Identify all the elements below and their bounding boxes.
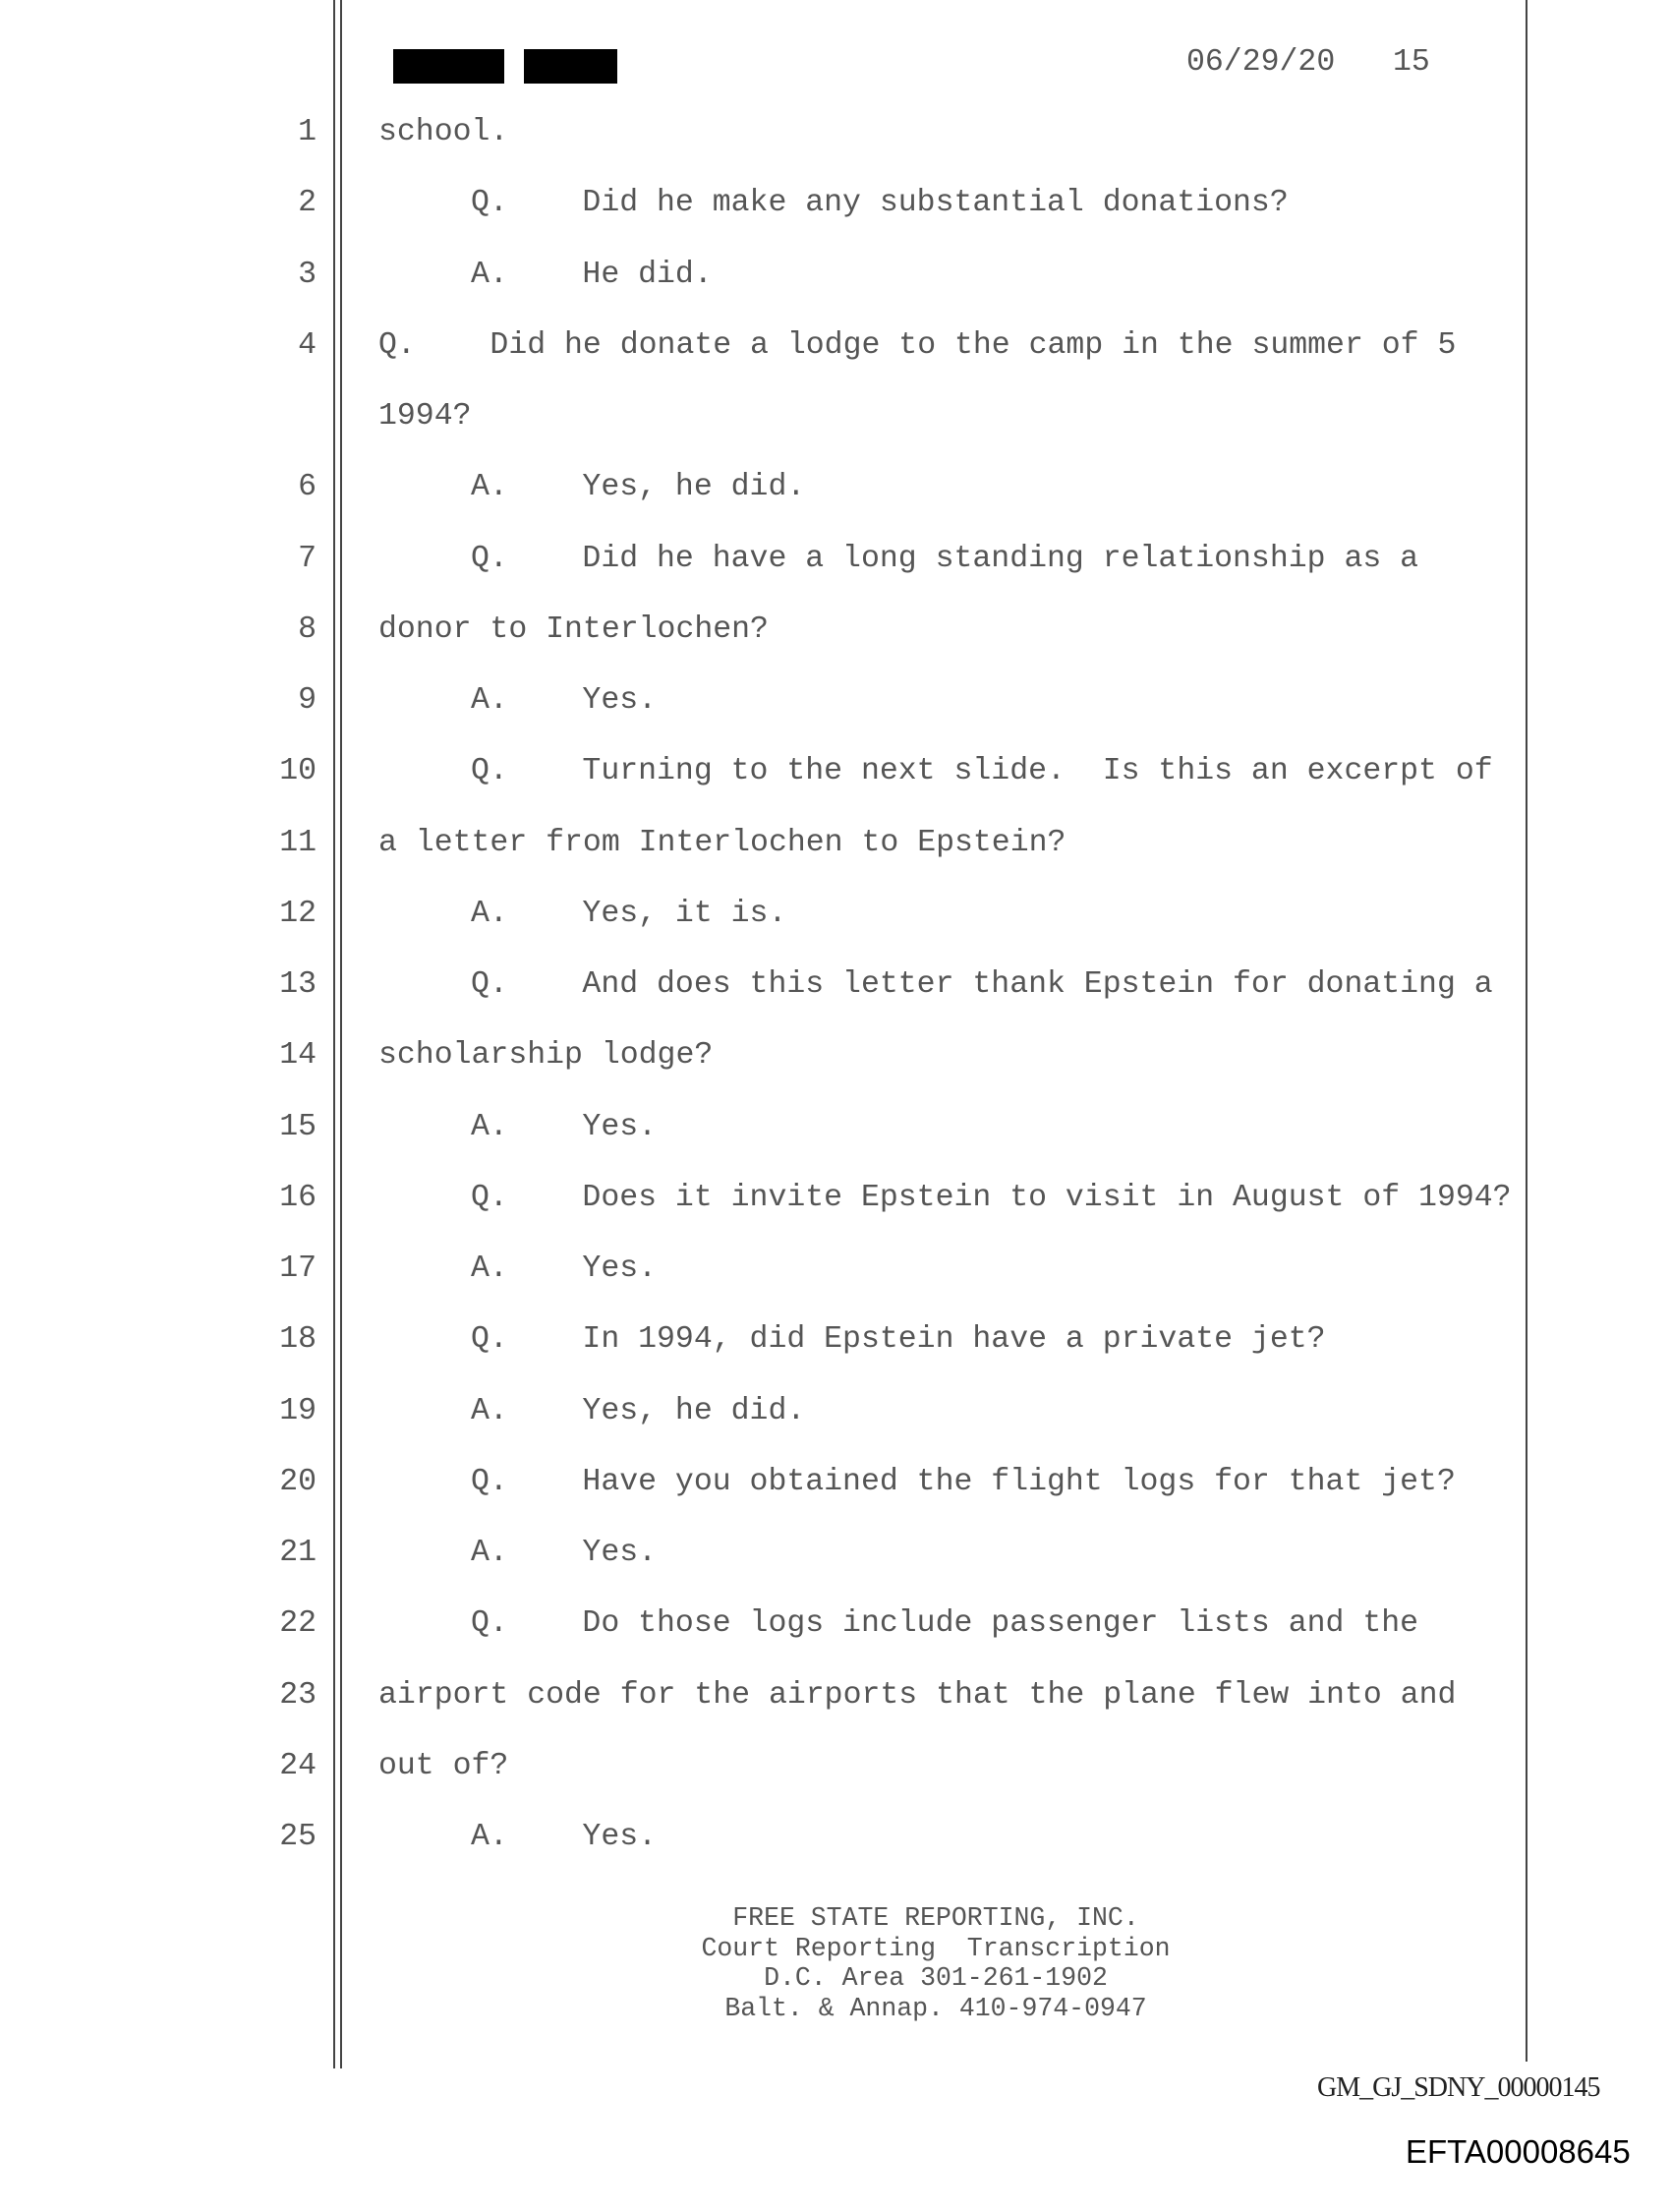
line-number: 9 — [298, 683, 317, 718]
line-number: 4 — [298, 327, 317, 363]
transcript-line — [0, 1678, 1671, 1717]
bates-number: GM_GJ_SDNY_00000145 — [1317, 2072, 1600, 2103]
line-number: 12 — [279, 896, 317, 931]
transcript-line — [0, 897, 1671, 936]
line-text: A. Yes, he did. — [471, 1393, 806, 1428]
transcript-line — [0, 754, 1671, 793]
line-number: 25 — [279, 1820, 317, 1854]
line-number: 23 — [279, 1677, 317, 1713]
line-number: 20 — [279, 1464, 317, 1499]
line-text: Q. Did he donate a lodge to the camp in the summer of 5 — [378, 327, 1457, 363]
transcript-line — [0, 399, 1671, 438]
line-text: A. Yes. — [471, 1820, 658, 1854]
line-text: Q. Turning to the next slide. Is this an excerpt of — [471, 754, 1493, 789]
transcript-line — [0, 1749, 1671, 1788]
line-number: 1 — [298, 115, 317, 149]
line-text: A. Yes, it is. — [471, 896, 787, 931]
line-text: A. Yes. — [471, 1252, 658, 1286]
transcript-line — [0, 328, 1671, 368]
line-text: a letter from Interlochen to Epstein? — [378, 825, 1066, 860]
line-text: Q. Did he have a long standing relationship as a — [471, 541, 1419, 576]
line-number: 18 — [279, 1322, 317, 1358]
transcript-line — [0, 683, 1671, 723]
line-text: Q. Did he make any substantial donations? — [471, 186, 1289, 221]
line-text: A. Yes. — [471, 1109, 658, 1144]
line-text: Q. And does this letter thank Epstein for donating a — [471, 967, 1493, 1002]
line-number: 17 — [279, 1252, 317, 1286]
transcript-line — [0, 1252, 1671, 1291]
line-text: A. Yes. — [471, 1536, 658, 1570]
line-text: donor to Interlochen? — [378, 611, 769, 647]
header-date: 06/29/20 — [1186, 45, 1336, 80]
line-text: Q. In 1994, did Epstein have a private jet? — [471, 1322, 1326, 1358]
redaction-box — [524, 49, 617, 84]
line-text: A. Yes, he did. — [471, 470, 806, 505]
transcript-line — [0, 542, 1671, 581]
line-number: 21 — [279, 1536, 317, 1570]
redaction-box — [393, 49, 504, 84]
line-text: out of? — [378, 1748, 509, 1783]
header-page-number: 15 — [1393, 45, 1430, 80]
line-text: school. — [378, 115, 509, 149]
line-text: 1994? — [378, 399, 472, 434]
line-number: 15 — [279, 1109, 317, 1144]
line-number: 22 — [279, 1606, 317, 1642]
transcript-line — [0, 826, 1671, 865]
line-number: 7 — [298, 541, 317, 576]
line-number: 13 — [279, 967, 317, 1002]
line-number: 2 — [298, 186, 317, 221]
line-text: A. Yes. — [471, 683, 658, 718]
reporter-footer — [688, 1903, 1183, 2023]
line-text: Q. Do those logs include passenger lists and the — [471, 1606, 1419, 1642]
transcript-line — [0, 1606, 1671, 1646]
line-number: 14 — [279, 1038, 317, 1074]
transcript-line — [0, 1394, 1671, 1433]
transcript-line — [0, 186, 1671, 225]
transcript-line — [0, 1820, 1671, 1859]
line-number: 6 — [298, 470, 317, 505]
line-text: Q. Does it invite Epstein to visit in August of 1994? — [471, 1180, 1512, 1215]
transcript-line — [0, 115, 1671, 154]
transcript-line — [0, 1181, 1671, 1220]
line-number: 16 — [279, 1180, 317, 1215]
footer-services: Court Reporting Transcription — [701, 1933, 1171, 1963]
line-text: scholarship lodge? — [378, 1038, 714, 1074]
transcript-line — [0, 1322, 1671, 1362]
transcript-line — [0, 258, 1671, 297]
line-text: Q. Have you obtained the flight logs for that jet? — [471, 1464, 1456, 1499]
transcript-line — [0, 1465, 1671, 1504]
footer-dc-phone: D.C. Area 301-261-1902 — [764, 1963, 1108, 1993]
transcript-line — [0, 1110, 1671, 1149]
transcript-line — [0, 1038, 1671, 1077]
line-text: airport code for the airports that the plane flew into and — [378, 1677, 1457, 1713]
transcript-line — [0, 1536, 1671, 1575]
efta-number: EFTA00008645 — [1406, 2133, 1631, 2170]
line-number: 10 — [279, 754, 317, 789]
line-number: 11 — [279, 825, 317, 860]
line-text: A. He did. — [471, 257, 713, 292]
transcript-line — [0, 612, 1671, 652]
line-number: 3 — [298, 257, 317, 292]
footer-company: FREE STATE REPORTING, INC. — [732, 1903, 1139, 1933]
transcript-line — [0, 470, 1671, 509]
line-number: 19 — [279, 1393, 317, 1428]
line-number: 8 — [298, 611, 317, 647]
footer-balt-phone: Balt. & Annap. 410-974-0947 — [724, 1993, 1147, 2023]
transcript-line — [0, 967, 1671, 1007]
line-number: 24 — [279, 1748, 317, 1783]
